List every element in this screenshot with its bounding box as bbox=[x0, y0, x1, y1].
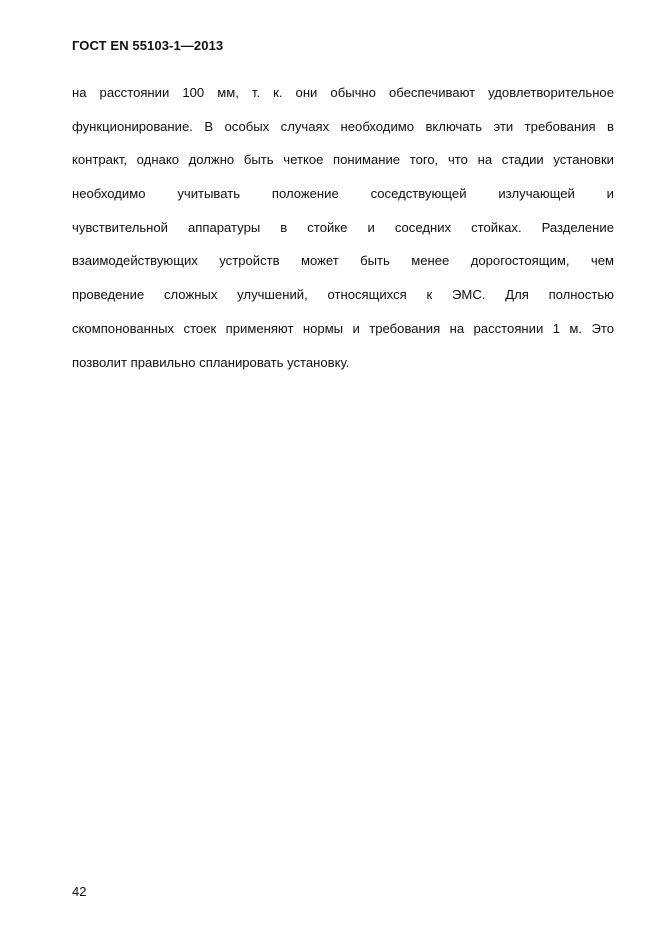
text-line: взаимодействующих устройств может быть менее дорогостоящим, чем bbox=[72, 253, 614, 269]
text-line-last: позволит правильно спланировать установку. bbox=[72, 354, 350, 370]
page-number: 42 bbox=[72, 884, 87, 899]
text-line: проведение сложных улучшений, относящихся к ЭМС. Для полностью bbox=[72, 287, 614, 303]
text-line: чувствительной аппаратуры в стойке и соседних стойках. Разделение bbox=[72, 219, 614, 235]
text-line: на расстоянии 100 мм, т. к. они обычно обеспечивают удовлетворительное bbox=[72, 85, 614, 100]
text-line: необходимо учитывать положение соседствующей излучающей и bbox=[72, 186, 614, 202]
document-header: ГОСТ EN 55103-1—2013 bbox=[72, 38, 224, 53]
text-line: скомпонованных стоек применяют нормы и требования на расстоянии 1 м. Это bbox=[72, 320, 614, 336]
body-paragraph bbox=[72, 80, 614, 383]
text-line: функционирование. В особых случаях необходимо включать эти требования в bbox=[72, 118, 614, 134]
text-line: контракт, однако должно быть четкое понимание того, что на стадии установки bbox=[72, 152, 614, 168]
